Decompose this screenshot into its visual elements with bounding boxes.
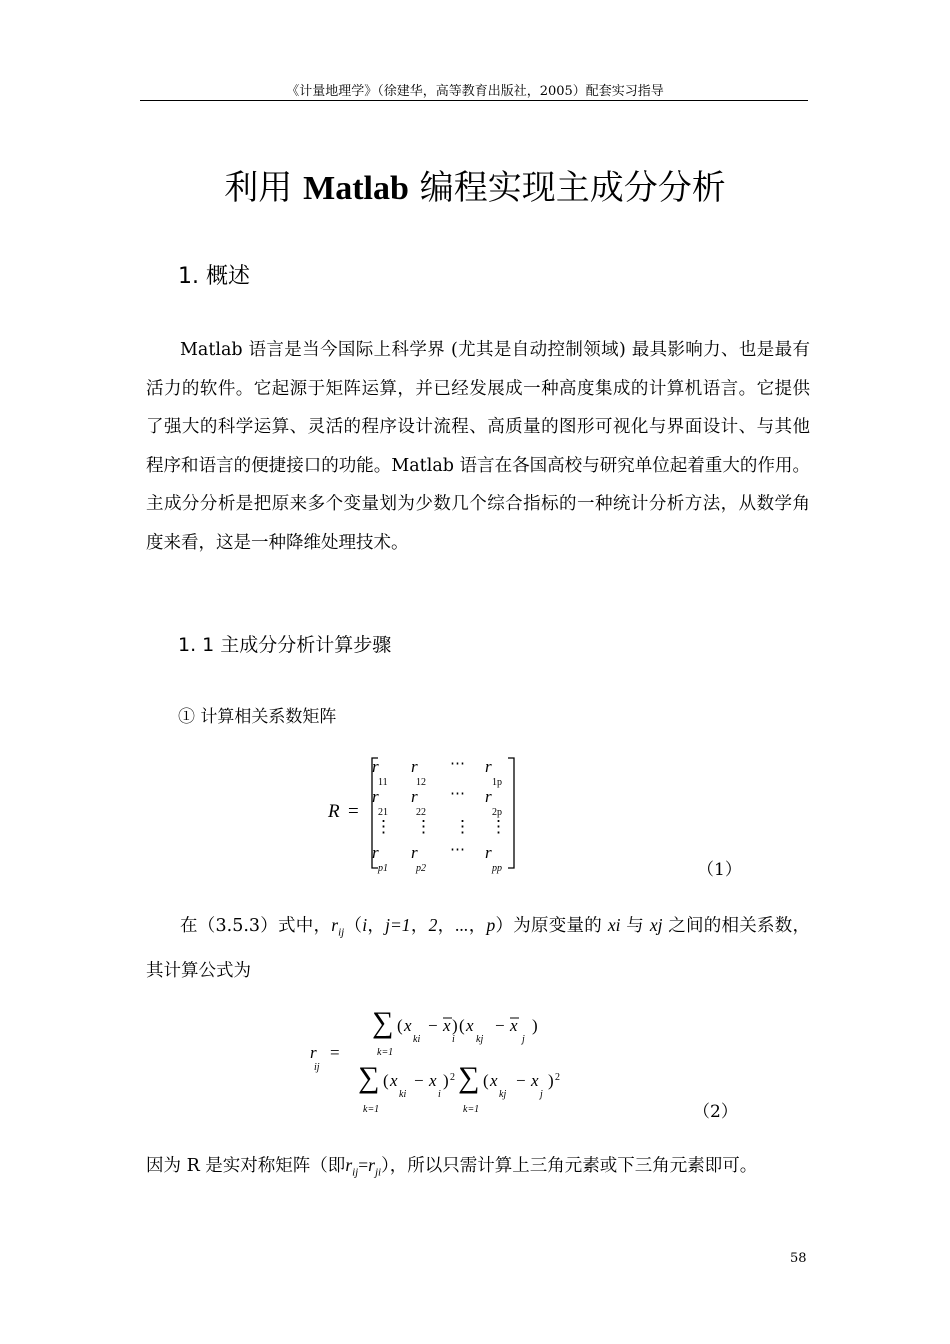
title-bold: Matlab [303, 170, 409, 207]
eq2-den-close2: ) [548, 1071, 554, 1090]
matrix-rp1-sub: p1 [378, 863, 388, 874]
equation-1-matrix [320, 750, 540, 880]
matrix-r2p-sub: 2p [492, 807, 502, 818]
eq2-equals: = [330, 1043, 340, 1062]
p3-text-2: ），所以只需计算上三角元素或下三角元素即可。 [381, 1156, 758, 1176]
matrix-rp1: r [372, 843, 379, 862]
step-1-label: ① 计算相关系数矩阵 [178, 707, 337, 727]
eq2-den-minus2: − [516, 1071, 526, 1090]
eq2-den-sigma1: ∑ [358, 1061, 380, 1094]
p3-r1-sub: ij [352, 1166, 359, 1179]
eq2-den-kj: kj [499, 1089, 507, 1100]
eq2-den-open2: ( [483, 1071, 489, 1090]
overview-paragraph: Matlab 语言是当今国际上科学界 (尤其是自动控制领域) 最具影响力、也是最有活力的软件。它起源于矩阵运算，并已经发展成一种高度集成的计算机语言。它提供了强大的科学运算、灵活的程序设计流程、高质量的图形可视化与界面设计、与其他程序和语言的便捷接口的功能。Matlab 语言在各国高校与研究单位起着重大的作用。主成分分析是把原来多个变量划为少数几个综合指标的一种统计分析方法，从数学角度来看，这是一种降维处理技术。 [146, 340, 810, 553]
p2-text-6: ， [468, 916, 487, 936]
eq2-num-i: i [452, 1034, 455, 1045]
matrix-vdots-1: ⋮ [375, 817, 392, 836]
eq2-num-x2: x [466, 1016, 474, 1035]
eq1-lhs: R [328, 801, 340, 822]
p2-r: r [331, 915, 339, 935]
eq2-num-kj: kj [476, 1034, 484, 1045]
eq2-den-i: i [438, 1089, 441, 1100]
eq1-equals: = [348, 801, 359, 822]
eq2-num-open2: ( [459, 1016, 465, 1035]
eq2-num-index: k=1 [377, 1047, 394, 1058]
paragraph-symmetric-matrix [146, 1152, 757, 1179]
matrix-r1p-sub: 1p [492, 777, 502, 788]
page-number: 58 [790, 1251, 807, 1266]
matrix-r11: r [372, 757, 379, 776]
page-title [0, 160, 950, 209]
header-rule [140, 100, 808, 101]
p2-ellipsis: ... [455, 915, 469, 935]
title-prefix: 利用 [224, 168, 293, 208]
p3-r2-sub: ji [374, 1166, 382, 1179]
matrix-vdots-4: ⋮ [490, 817, 507, 836]
p2-xj: xj [649, 915, 663, 935]
eq2-den-minus1: − [414, 1071, 424, 1090]
matrix-rpp-sub: pp [492, 863, 502, 874]
matrix-rpp: r [485, 843, 492, 862]
eq2-den-x2: x [490, 1071, 498, 1090]
eq2-num-minus1: − [428, 1016, 438, 1035]
running-header: 《计量地理学》（徐建华，高等教育出版社，2005）配套实习指导 [286, 84, 664, 99]
p2-p: p [486, 915, 496, 935]
matrix-row2-dots: ⋯ [450, 786, 465, 802]
eq2-den-xbar2: x [531, 1071, 539, 1090]
p2-text-2: （ [344, 916, 363, 936]
matrix-r11-sub: 11 [378, 777, 388, 788]
eq2-num-j: j [522, 1034, 525, 1045]
eq2-den-index1: k=1 [363, 1104, 380, 1115]
title-suffix: 编程实现主成分分析 [419, 168, 726, 208]
p3-text-1: 因为 R 是实对称矩阵（即 [146, 1156, 346, 1176]
p2-i: i [362, 915, 368, 935]
eq2-den-open1: ( [383, 1071, 389, 1090]
paragraph-correlation-definition [146, 906, 810, 990]
matrix-vdots-3: ⋮ [454, 817, 471, 836]
eq2-num-open1: ( [397, 1016, 403, 1035]
p2-text-3: ， [367, 916, 386, 936]
p3-r2: r [368, 1155, 375, 1175]
eq2-num-x1: x [404, 1016, 412, 1035]
matrix-vdots-2: ⋮ [415, 817, 432, 836]
matrix-row4-dots: ⋯ [450, 842, 465, 858]
eq2-den-sq2: 2 [555, 1072, 560, 1083]
matrix-right-bracket [508, 758, 514, 868]
section-heading-steps: 1. 1 主成分分析计算步骤 [178, 634, 392, 656]
eq2-r: r [310, 1043, 317, 1062]
matrix-r12-sub: 12 [416, 777, 426, 788]
p3-r1: r [345, 1155, 353, 1175]
matrix-row1-dots: ⋯ [450, 756, 465, 772]
eq2-num-close1: ) [452, 1016, 458, 1035]
eq2-num-ki: ki [413, 1034, 421, 1045]
eq2-den-ki: ki [399, 1089, 407, 1100]
eq2-num-xbar2: x [510, 1016, 518, 1035]
eq2-den-close1: ) [443, 1071, 449, 1090]
eq2-num-close2: ) [532, 1016, 538, 1035]
matrix-rp2-sub: p2 [416, 863, 426, 874]
p2-r-sub: ij [338, 926, 345, 939]
eq2-den-j: j [540, 1089, 543, 1100]
matrix-r12: r [411, 757, 418, 776]
eq2-num-sigma: ∑ [372, 1006, 394, 1039]
matrix-r22: r [411, 787, 418, 806]
eq2-den-index2: k=1 [463, 1104, 480, 1115]
p2-text-9: 之间的相关系数，其计算公式为 [146, 916, 811, 981]
p2-j: j=1 [385, 915, 411, 935]
eq2-r-sub: ij [314, 1062, 320, 1073]
equation-1-number: （1） [697, 860, 742, 880]
equation-2-number: （2） [693, 1102, 738, 1122]
eq2-den-sq1: 2 [450, 1072, 455, 1083]
matrix-r21: r [372, 787, 379, 806]
eq2-num-minus2: − [495, 1016, 505, 1035]
p2-text-4: ， [410, 916, 429, 936]
p2-text-5: ， [437, 916, 456, 936]
p2-text-7: ）为原变量的 [495, 916, 608, 936]
p3-eq: = [358, 1155, 369, 1175]
matrix-r22-sub: 22 [416, 807, 426, 818]
eq2-den-x1: x [390, 1071, 398, 1090]
p2-text-8: 与 [620, 916, 650, 936]
eq2-num-xbar1: x [443, 1016, 451, 1035]
matrix-rp2: r [411, 843, 418, 862]
matrix-r2p: r [485, 787, 492, 806]
p2-two: 2 [428, 915, 438, 935]
section-heading-overview: 1. 概述 [178, 264, 250, 289]
matrix-r1p: r [485, 757, 492, 776]
p2-xi: xi [607, 915, 621, 935]
equation-2-formula [300, 998, 590, 1120]
eq2-den-sigma2: ∑ [458, 1061, 480, 1094]
eq2-den-xbar1: x [429, 1071, 437, 1090]
p2-text-1: 在（3.5.3）式中， [180, 916, 332, 936]
matrix-r21-sub: 21 [378, 807, 388, 818]
